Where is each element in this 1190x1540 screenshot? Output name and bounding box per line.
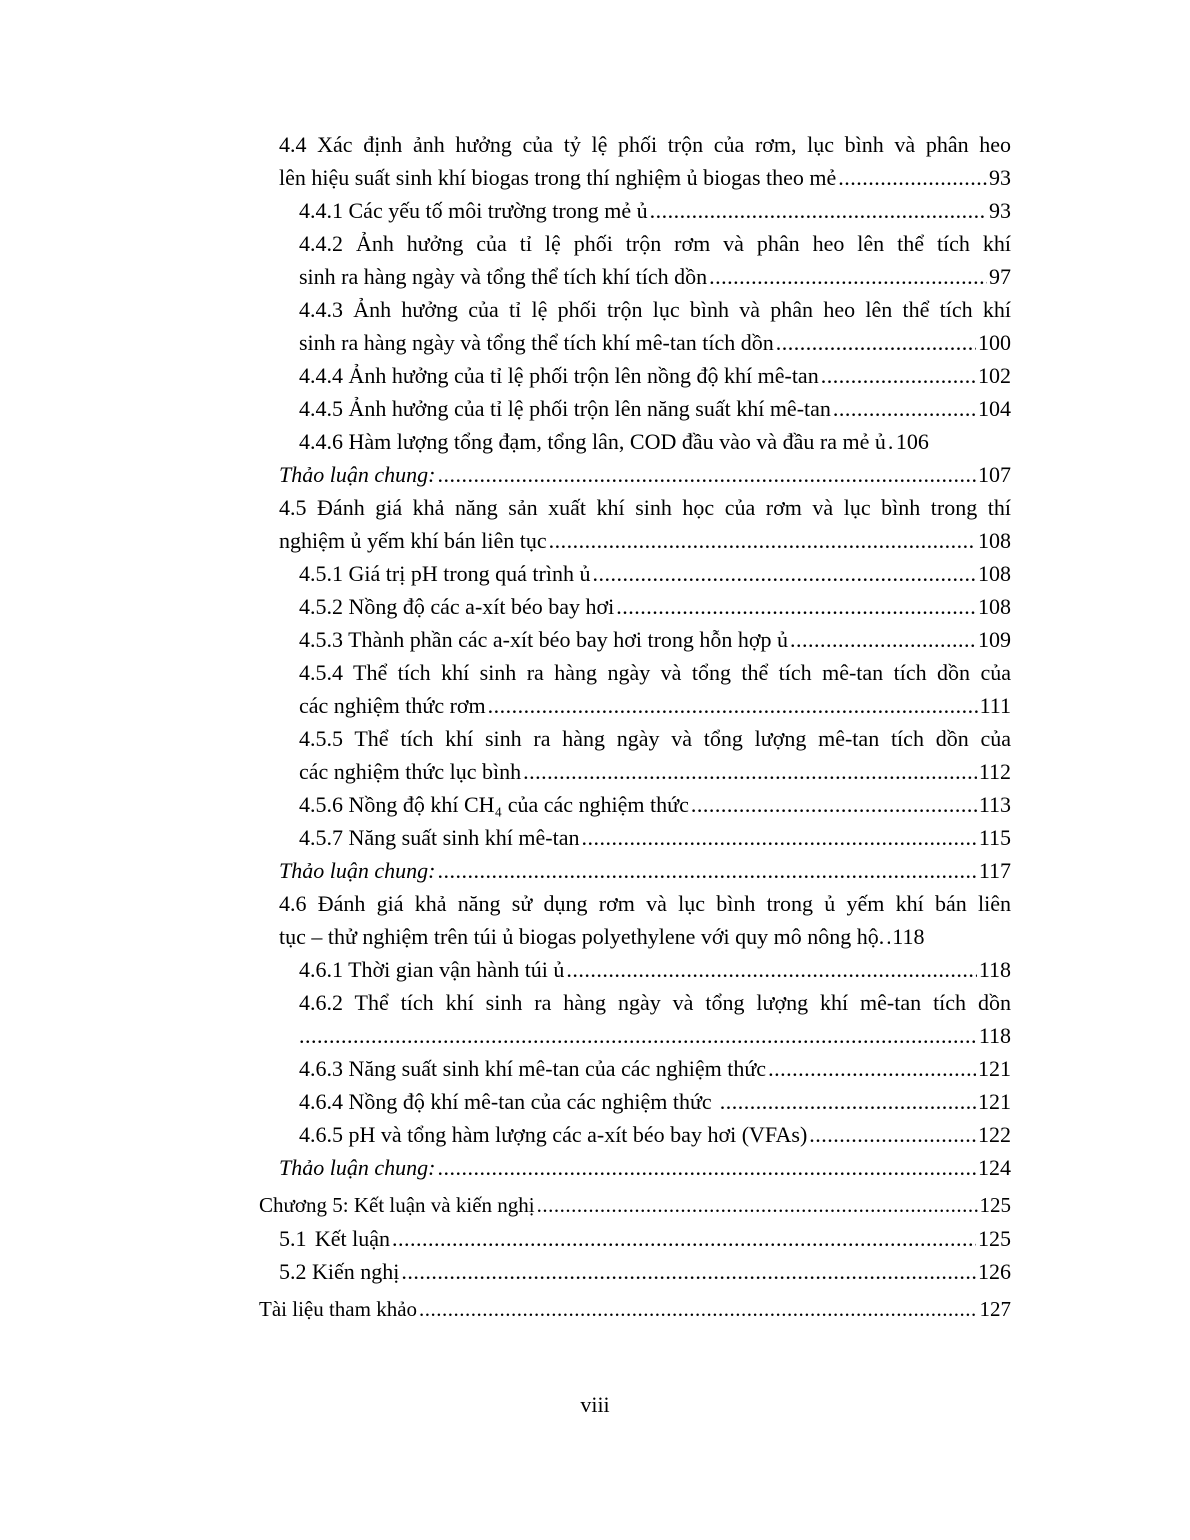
toc-entry-4-4-3[interactable] — [259, 293, 1011, 326]
toc-entry-references[interactable] — [259, 1293, 1011, 1326]
toc-entry-number: 5.1 — [279, 1226, 307, 1251]
toc-entry-4-5-5[interactable] — [259, 722, 1011, 755]
toc-leader — [592, 557, 976, 590]
toc-leader — [401, 1255, 976, 1288]
toc-entry-4-6-3[interactable] — [259, 1052, 1011, 1085]
toc-entry-4-6-4[interactable] — [259, 1085, 1011, 1118]
toc-leader — [776, 326, 976, 359]
toc-entry-4-4[interactable] — [259, 128, 1011, 161]
toc-entry-4-5-2[interactable] — [259, 590, 1011, 623]
toc-entry-title: Thảo luận chung: — [279, 1155, 436, 1180]
toc-leader — [392, 1222, 976, 1255]
toc-page-number: 97 — [989, 264, 1011, 289]
toc-entry-4-4-5[interactable] — [259, 392, 1011, 425]
toc-entry-title: nghiệm ủ yếm khí bán liên tục — [279, 528, 547, 553]
toc-entry-title: sinh ra hàng ngày và tổng thể tích khí mê-tan tích dồn — [299, 330, 774, 355]
toc-leader — [650, 194, 987, 227]
toc-leader — [437, 458, 976, 491]
toc-leader — [768, 1052, 976, 1085]
toc-leader — [581, 821, 976, 854]
toc-entry-4-5[interactable] — [259, 491, 1011, 524]
toc-entry-title: Thảo luận chung: — [279, 858, 436, 883]
toc-page-number: 108 — [978, 594, 1011, 619]
toc-page-number: 125 — [979, 1193, 1011, 1217]
toc-entry-discussion-1[interactable] — [259, 458, 1011, 491]
toc-leader — [790, 623, 976, 656]
toc-entry-title: sinh ra hàng ngày và tổng thể tích khí tích dồn — [299, 264, 708, 289]
toc-entry-4-5-4[interactable] — [259, 656, 1011, 689]
toc-entry-4-4-1[interactable] — [259, 194, 1011, 227]
toc-entry-title: 4.5.5 Thể tích khí sinh ra hàng ngày và tổng lượng mê-tan tích dồn của — [299, 726, 1011, 751]
toc-entry-4-5-4-cont[interactable] — [259, 689, 1011, 722]
toc-entry-title: 4.4.6 Hàm lượng tổng đạm, tổng lân, COD đầu vào và đầu ra mẻ ủ — [299, 429, 886, 454]
toc-entry-title: 4.6.3 Năng suất sinh khí mê-tan của các nghiệm thức — [299, 1056, 767, 1081]
toc-entry-title: Kết luận — [314, 1226, 391, 1251]
toc-entry-title: các nghiệm thức lục bình — [299, 759, 522, 784]
toc-page-number: 108 — [978, 528, 1011, 553]
toc-page-number: 125 — [978, 1226, 1011, 1251]
toc-entry-title: Chương 5: Kết luận và kiến nghị — [259, 1193, 535, 1217]
toc-entry-title: 4.4.2 Ảnh hưởng của tỉ lệ phối trộn rơm và phân heo lên thể tích khí — [299, 231, 1011, 256]
toc-entry-title: 4.4.1 Các yếu tố môi trường trong mẻ ủ — [299, 198, 648, 223]
toc-entry-title: 4.5.4 Thể tích khí sinh ra hàng ngày và tổng thể tích mê-tan tích dồn của — [299, 660, 1011, 685]
toc-page-number: 107 — [978, 462, 1011, 487]
toc-entry-title: 4.6.5 pH và tổng hàm lượng các a-xít béo bay hơi (VFAs) — [299, 1122, 808, 1147]
toc-page-number: 121 — [978, 1056, 1011, 1081]
toc-entry-title: Thảo luận chung: — [279, 462, 436, 487]
toc-entry-title: 4.4 Xác định ảnh hưởng của tỷ lệ phối trộn của rơm, lục bình và phân heo — [279, 132, 1011, 157]
toc-entry-4-4-3-cont[interactable] — [259, 326, 1011, 359]
toc-entry-chapter-5[interactable] — [259, 1189, 1011, 1222]
toc-entry-4-6-1[interactable] — [259, 953, 1011, 986]
toc-entry-4-5-6[interactable] — [259, 788, 1011, 821]
toc-entry-title: Tài liệu tham khảo — [259, 1297, 418, 1321]
toc-entry-title: 4.6.1 Thời gian vận hành túi ủ — [299, 957, 565, 982]
toc-entry-4-5-7[interactable] — [259, 821, 1011, 854]
toc-leader — [838, 161, 987, 194]
toc-entry-title: 4.5.2 Nồng độ các a-xít béo bay hơi — [299, 594, 615, 619]
toc-leader — [437, 854, 976, 887]
toc-leader — [720, 1085, 976, 1118]
toc-leader — [566, 953, 976, 986]
toc-page-number: 111 — [979, 693, 1011, 718]
toc-leader — [886, 920, 890, 953]
toc-page-number: 102 — [978, 363, 1011, 388]
toc-page-number: 126 — [978, 1259, 1011, 1284]
toc-entry-title: 4.6.2 Thể tích khí sinh ra hàng ngày và tổng lượng khí mê-tan tích dồn — [299, 990, 1011, 1015]
toc-entry-title: 4.5.6 Nồng độ khí CH₄ của các nghiệm thức — [299, 792, 689, 817]
toc-entry-5-2[interactable] — [259, 1255, 1011, 1288]
toc-page-number: 127 — [979, 1297, 1011, 1321]
toc-page-number: 121 — [978, 1089, 1011, 1114]
toc-leader — [488, 689, 978, 722]
toc-leader — [419, 1293, 977, 1326]
toc-entry-title: tục – thử nghiệm trên túi ủ biogas polyethylene với quy mô nông hộ. — [279, 924, 885, 949]
toc-page-number: 108 — [978, 561, 1011, 586]
toc-entry-4-6-2[interactable] — [259, 986, 1011, 1019]
toc-entry-discussion-2[interactable] — [259, 854, 1011, 887]
toc-entry-4-5-1[interactable] — [259, 557, 1011, 590]
toc-page-number: 115 — [978, 825, 1011, 850]
toc-page-number: 93 — [989, 165, 1011, 190]
toc-entry-title: 4.6 Đánh giá khả năng sử dụng rơm và lục bình trong ủ yếm khí bán liên — [279, 891, 1011, 916]
toc-entry-4-5-3[interactable] — [259, 623, 1011, 656]
toc-page-number: 106 — [895, 429, 929, 454]
toc-page-number: 118 — [892, 924, 925, 949]
toc-leader — [537, 1189, 978, 1222]
toc-page-number: 93 — [989, 198, 1011, 223]
toc-entry-4-5-5-cont[interactable] — [259, 755, 1011, 788]
toc-leader — [691, 788, 977, 821]
toc-page-number: 117 — [978, 858, 1011, 883]
page-number: viii — [580, 1392, 610, 1417]
table-of-contents — [259, 128, 1011, 1326]
toc-leader — [616, 590, 976, 623]
toc-entry-title: 4.5.3 Thành phần các a-xít béo bay hơi trong hỗn hợp ủ — [299, 627, 789, 652]
toc-page-number: 112 — [978, 759, 1011, 784]
toc-entry-title: 4.4.5 Ảnh hưởng của tỉ lệ phối trộn lên năng suất khí mê-tan — [299, 396, 831, 421]
toc-leader — [549, 524, 976, 557]
toc-entry-4-6[interactable] — [259, 887, 1011, 920]
toc-leader — [833, 392, 976, 425]
toc-page-number: 124 — [978, 1155, 1011, 1180]
toc-page-number: 118 — [978, 957, 1011, 982]
toc-page-number: 100 — [978, 330, 1011, 355]
toc-page-number: 118 — [978, 1023, 1011, 1048]
toc-page-number: 109 — [978, 627, 1011, 652]
toc-leader — [523, 755, 977, 788]
toc-leader — [888, 425, 894, 458]
toc-leader — [299, 1019, 977, 1052]
toc-entry-4-4-4[interactable] — [259, 359, 1011, 392]
toc-leader — [709, 260, 987, 293]
toc-entry-4-4-cont[interactable] — [259, 161, 1011, 194]
toc-entry-5-1[interactable] — [259, 1222, 1011, 1255]
toc-entry-4-6-2-cont[interactable] — [259, 1019, 1011, 1052]
toc-leader — [437, 1151, 976, 1184]
toc-entry-4-6-cont[interactable] — [259, 920, 1011, 953]
toc-entry-discussion-3[interactable] — [259, 1151, 1011, 1184]
toc-entry-title: 4.6.4 Nồng độ khí mê-tan của các nghiệm thức — [299, 1089, 712, 1114]
toc-entry-title: lên hiệu suất sinh khí biogas trong thí nghiệm ủ biogas theo mẻ — [279, 165, 837, 190]
toc-entry-title: các nghiệm thức rơm — [299, 693, 486, 718]
toc-entry-title: 4.5 Đánh giá khả năng sản xuất khí sinh học của rơm và lục bình trong thí — [279, 495, 1011, 520]
toc-leader — [821, 359, 976, 392]
toc-page-number: 104 — [978, 396, 1011, 421]
toc-leader — [809, 1118, 976, 1151]
toc-page-number: 113 — [978, 792, 1011, 817]
toc-entry-4-4-2[interactable] — [259, 227, 1011, 260]
toc-entry-4-4-6[interactable] — [259, 425, 1011, 458]
toc-entry-4-4-2-cont[interactable] — [259, 260, 1011, 293]
toc-entry-title: 5.2 Kiến nghị — [279, 1259, 400, 1284]
toc-entry-4-5-cont[interactable] — [259, 524, 1011, 557]
toc-entry-title: 4.4.3 Ảnh hưởng của tỉ lệ phối trộn lục bình và phân heo lên thể tích khí — [299, 297, 1011, 322]
toc-entry-title: 4.5.1 Giá trị pH trong quá trình ủ — [299, 561, 591, 586]
toc-entry-4-6-5[interactable] — [259, 1118, 1011, 1151]
toc-entry-title: 4.5.7 Năng suất sinh khí mê-tan — [299, 825, 580, 850]
toc-page-number: 122 — [978, 1122, 1011, 1147]
toc-entry-title: 4.4.4 Ảnh hưởng của tỉ lệ phối trộn lên nồng độ khí mê-tan — [299, 363, 819, 388]
